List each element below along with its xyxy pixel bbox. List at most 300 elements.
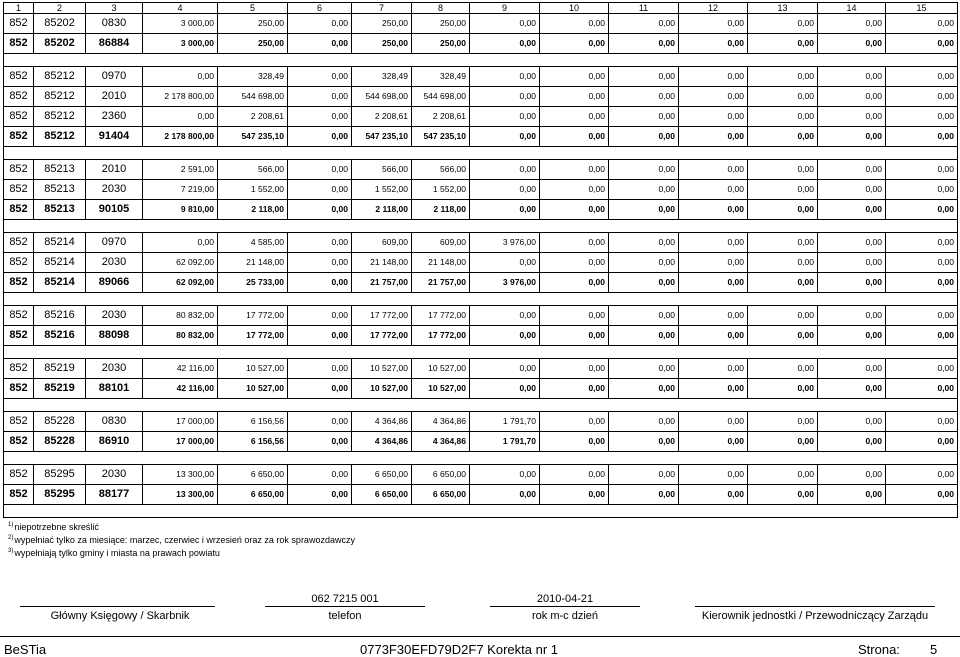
value-cell: 0,00 (540, 379, 609, 399)
value-cell: 328,49 (218, 67, 288, 87)
value-cell: 10 527,00 (412, 359, 470, 379)
footnote-text: wypełniają tylko gminy i miasta na prawach powiatu (14, 548, 220, 558)
value-cell: 250,00 (352, 34, 412, 54)
value-cell: 0,00 (679, 359, 748, 379)
paragraph-code: 88098 (86, 326, 143, 346)
value-cell: 25 733,00 (218, 273, 288, 293)
value-cell: 0,00 (886, 359, 958, 379)
footer-divider (0, 636, 960, 637)
phone-value: 062 7215 001 (311, 593, 379, 605)
section-code: 852 (4, 87, 34, 107)
chapter-code: 85202 (34, 14, 86, 34)
paragraph-code: 2010 (86, 160, 143, 180)
value-cell: 17 000,00 (143, 432, 218, 452)
spacer-cell (4, 505, 958, 518)
value-cell: 0,00 (288, 87, 352, 107)
date-label: rok m-c dzień (531, 610, 599, 622)
paragraph-code: 0970 (86, 233, 143, 253)
paragraph-code: 2360 (86, 107, 143, 127)
value-cell: 0,00 (288, 160, 352, 180)
table-row (4, 465, 958, 485)
value-cell: 0,00 (748, 14, 818, 34)
table-row (4, 87, 958, 107)
subtotal-row (4, 326, 958, 346)
table-row (4, 67, 958, 87)
value-cell: 0,00 (679, 485, 748, 505)
value-cell: 0,00 (818, 34, 886, 54)
value-cell: 0,00 (886, 14, 958, 34)
chapter-code: 85213 (34, 180, 86, 200)
header-cell: 11 (609, 3, 679, 14)
section-code: 852 (4, 379, 34, 399)
value-cell: 2 208,61 (218, 107, 288, 127)
value-cell: 0,00 (470, 14, 540, 34)
spacer-row (4, 147, 958, 160)
value-cell: 9 810,00 (143, 200, 218, 220)
paragraph-code: 90105 (86, 200, 143, 220)
value-cell: 0,00 (288, 485, 352, 505)
value-cell: 0,00 (288, 273, 352, 293)
subtotal-row (4, 273, 958, 293)
value-cell: 62 092,00 (143, 273, 218, 293)
value-cell: 62 092,00 (143, 253, 218, 273)
chapter-code: 85214 (34, 273, 86, 293)
chapter-code: 85212 (34, 127, 86, 147)
value-cell: 1 552,00 (352, 180, 412, 200)
value-cell: 0,00 (609, 67, 679, 87)
value-cell: 0,00 (886, 465, 958, 485)
header-cell: 10 (540, 3, 609, 14)
subtotal-row (4, 432, 958, 452)
value-cell: 0,00 (609, 200, 679, 220)
value-cell: 1 791,70 (470, 432, 540, 452)
phone-line (265, 606, 425, 607)
paragraph-code: 0830 (86, 14, 143, 34)
value-cell: 42 116,00 (143, 359, 218, 379)
value-cell: 328,49 (412, 67, 470, 87)
value-cell: 80 832,00 (143, 306, 218, 326)
value-cell: 80 832,00 (143, 326, 218, 346)
value-cell: 0,00 (609, 34, 679, 54)
value-cell: 0,00 (470, 180, 540, 200)
value-cell: 0,00 (470, 326, 540, 346)
value-cell: 0,00 (609, 465, 679, 485)
value-cell: 1 791,70 (470, 412, 540, 432)
paragraph-code: 91404 (86, 127, 143, 147)
section-code: 852 (4, 67, 34, 87)
value-cell: 0,00 (886, 160, 958, 180)
value-cell: 0,00 (470, 87, 540, 107)
value-cell: 0,00 (470, 160, 540, 180)
value-cell: 0,00 (470, 359, 540, 379)
value-cell: 0,00 (288, 180, 352, 200)
value-cell: 3 000,00 (143, 14, 218, 34)
spacer-cell (4, 54, 958, 67)
value-cell: 4 585,00 (218, 233, 288, 253)
header-cell: 3 (86, 3, 143, 14)
value-cell: 0,00 (748, 180, 818, 200)
section-code: 852 (4, 34, 34, 54)
value-cell: 0,00 (540, 67, 609, 87)
value-cell: 0,00 (540, 233, 609, 253)
footnote-text: niepotrzebne skreślić (14, 522, 99, 532)
value-cell: 609,00 (352, 233, 412, 253)
section-code: 852 (4, 485, 34, 505)
paragraph-code: 86884 (86, 34, 143, 54)
footer-page-label: Strona: (858, 642, 900, 657)
date-line (490, 606, 640, 607)
value-cell: 0,00 (540, 127, 609, 147)
report-table (3, 2, 958, 518)
section-code: 852 (4, 432, 34, 452)
value-cell: 544 698,00 (412, 87, 470, 107)
value-cell: 0,00 (748, 107, 818, 127)
subtotal-row (4, 379, 958, 399)
table-row (4, 233, 958, 253)
value-cell: 0,00 (886, 180, 958, 200)
header-cell: 13 (748, 3, 818, 14)
value-cell: 0,00 (818, 87, 886, 107)
value-cell: 0,00 (679, 273, 748, 293)
value-cell: 0,00 (540, 180, 609, 200)
value-cell: 0,00 (470, 306, 540, 326)
value-cell: 0,00 (679, 160, 748, 180)
section-code: 852 (4, 326, 34, 346)
value-cell: 0,00 (540, 200, 609, 220)
chapter-code: 85295 (34, 485, 86, 505)
value-cell: 0,00 (470, 379, 540, 399)
value-cell: 0,00 (818, 180, 886, 200)
value-cell: 0,00 (609, 432, 679, 452)
value-cell: 0,00 (288, 412, 352, 432)
paragraph-code: 2010 (86, 87, 143, 107)
value-cell: 0,00 (609, 107, 679, 127)
value-cell: 0,00 (748, 67, 818, 87)
value-cell: 6 156,56 (218, 432, 288, 452)
spacer-row (4, 220, 958, 233)
section-code: 852 (4, 253, 34, 273)
value-cell: 0,00 (609, 180, 679, 200)
spacer-row (4, 346, 958, 359)
value-cell: 0,00 (470, 200, 540, 220)
value-cell: 0,00 (288, 306, 352, 326)
section-code: 852 (4, 273, 34, 293)
value-cell: 0,00 (679, 200, 748, 220)
value-cell: 0,00 (886, 379, 958, 399)
section-code: 852 (4, 306, 34, 326)
value-cell: 250,00 (412, 14, 470, 34)
paragraph-code: 86910 (86, 432, 143, 452)
value-cell: 17 000,00 (143, 412, 218, 432)
value-cell: 2 118,00 (412, 200, 470, 220)
value-cell: 566,00 (218, 160, 288, 180)
value-cell: 3 976,00 (470, 233, 540, 253)
spacer-row (4, 452, 958, 465)
value-cell: 0,00 (540, 87, 609, 107)
footer-page-number: 5 (930, 642, 938, 657)
chapter-code: 85228 (34, 412, 86, 432)
value-cell: 1 552,00 (412, 180, 470, 200)
header-cell: 7 (352, 3, 412, 14)
value-cell: 0,00 (748, 160, 818, 180)
value-cell: 0,00 (818, 359, 886, 379)
paragraph-code: 88101 (86, 379, 143, 399)
value-cell: 0,00 (818, 14, 886, 34)
paragraph-code: 0830 (86, 412, 143, 432)
value-cell: 0,00 (748, 485, 818, 505)
value-cell: 0,00 (679, 14, 748, 34)
value-cell: 0,00 (609, 485, 679, 505)
value-cell: 0,00 (288, 465, 352, 485)
value-cell: 0,00 (288, 253, 352, 273)
chapter-code: 85212 (34, 67, 86, 87)
value-cell: 0,00 (143, 107, 218, 127)
value-cell: 0,00 (679, 412, 748, 432)
value-cell: 0,00 (748, 87, 818, 107)
footer-software: BeSTia (4, 642, 47, 657)
value-cell: 0,00 (540, 432, 609, 452)
phone-label: telefon (328, 610, 362, 622)
value-cell: 0,00 (679, 379, 748, 399)
value-cell: 2 118,00 (352, 200, 412, 220)
value-cell: 566,00 (412, 160, 470, 180)
value-cell: 6 650,00 (352, 485, 412, 505)
chapter-code: 85216 (34, 306, 86, 326)
table-row (4, 107, 958, 127)
chapter-code: 85212 (34, 87, 86, 107)
value-cell: 6 650,00 (412, 485, 470, 505)
table-row (4, 359, 958, 379)
value-cell: 0,00 (886, 432, 958, 452)
footnote (8, 546, 355, 559)
value-cell: 10 527,00 (218, 359, 288, 379)
header-cell: 14 (818, 3, 886, 14)
chapter-code: 85212 (34, 107, 86, 127)
value-cell: 0,00 (609, 14, 679, 34)
value-cell: 0,00 (540, 412, 609, 432)
value-cell: 0,00 (748, 127, 818, 147)
value-cell: 0,00 (609, 359, 679, 379)
value-cell: 0,00 (288, 359, 352, 379)
section-code: 852 (4, 200, 34, 220)
value-cell: 0,00 (818, 485, 886, 505)
footer-document-id: 0773F30EFD79D2F7 Korekta nr 1 (360, 642, 558, 657)
value-cell: 0,00 (818, 233, 886, 253)
value-cell: 0,00 (818, 306, 886, 326)
header-cell: 9 (470, 3, 540, 14)
value-cell: 0,00 (288, 107, 352, 127)
value-cell: 0,00 (609, 326, 679, 346)
accountant-label: Główny Księgowy / Skarbnik (50, 610, 190, 622)
section-code: 852 (4, 127, 34, 147)
section-code: 852 (4, 412, 34, 432)
value-cell: 7 219,00 (143, 180, 218, 200)
value-cell: 0,00 (748, 432, 818, 452)
chapter-code: 85295 (34, 465, 86, 485)
value-cell: 0,00 (679, 465, 748, 485)
value-cell: 0,00 (143, 233, 218, 253)
value-cell: 0,00 (886, 273, 958, 293)
value-cell: 0,00 (540, 14, 609, 34)
value-cell: 250,00 (218, 14, 288, 34)
value-cell: 0,00 (288, 67, 352, 87)
value-cell: 0,00 (818, 107, 886, 127)
value-cell: 609,00 (412, 233, 470, 253)
value-cell: 0,00 (818, 253, 886, 273)
report-table-body (4, 3, 958, 518)
section-code: 852 (4, 359, 34, 379)
value-cell: 0,00 (540, 359, 609, 379)
value-cell: 0,00 (288, 200, 352, 220)
paragraph-code: 89066 (86, 273, 143, 293)
value-cell: 0,00 (679, 326, 748, 346)
chapter-code: 85216 (34, 326, 86, 346)
value-cell: 0,00 (818, 160, 886, 180)
value-cell: 3 000,00 (143, 34, 218, 54)
value-cell: 0,00 (886, 34, 958, 54)
value-cell: 0,00 (609, 306, 679, 326)
spacer-cell (4, 346, 958, 359)
value-cell: 0,00 (288, 233, 352, 253)
chapter-code: 85213 (34, 160, 86, 180)
value-cell: 0,00 (886, 107, 958, 127)
chapter-code: 85219 (34, 359, 86, 379)
value-cell: 0,00 (886, 253, 958, 273)
spacer-cell (4, 399, 958, 412)
value-cell: 4 364,86 (412, 432, 470, 452)
manager-signature-line (695, 606, 935, 607)
value-cell: 547 235,10 (218, 127, 288, 147)
value-cell: 0,00 (748, 379, 818, 399)
value-cell: 17 772,00 (352, 326, 412, 346)
value-cell: 0,00 (470, 465, 540, 485)
value-cell: 10 527,00 (352, 359, 412, 379)
value-cell: 0,00 (818, 273, 886, 293)
value-cell: 0,00 (748, 233, 818, 253)
spacer-cell (4, 147, 958, 160)
footnote-mark: 1) (8, 522, 14, 528)
value-cell: 0,00 (748, 253, 818, 273)
value-cell: 0,00 (540, 34, 609, 54)
value-cell: 0,00 (679, 34, 748, 54)
value-cell: 0,00 (886, 200, 958, 220)
section-code: 852 (4, 465, 34, 485)
value-cell: 13 300,00 (143, 485, 218, 505)
header-cell: 1 (4, 3, 34, 14)
spacer-row (4, 293, 958, 306)
table-row (4, 14, 958, 34)
chapter-code: 85219 (34, 379, 86, 399)
value-cell: 0,00 (679, 432, 748, 452)
value-cell: 0,00 (748, 326, 818, 346)
value-cell: 0,00 (470, 253, 540, 273)
value-cell: 0,00 (288, 432, 352, 452)
footnote-text: wypełniać tylko za miesiące: marzec, czerwiec i wrzesień oraz za rok sprawozdawczy (14, 535, 355, 545)
header-cell: 4 (143, 3, 218, 14)
date-value: 2010-04-21 (536, 593, 594, 605)
chapter-code: 85214 (34, 253, 86, 273)
value-cell: 0,00 (143, 67, 218, 87)
section-code: 852 (4, 233, 34, 253)
footnote-mark: 3) (8, 548, 14, 554)
value-cell: 21 757,00 (352, 273, 412, 293)
value-cell: 250,00 (412, 34, 470, 54)
value-cell: 544 698,00 (218, 87, 288, 107)
value-cell: 0,00 (748, 273, 818, 293)
value-cell: 0,00 (470, 107, 540, 127)
value-cell: 0,00 (748, 34, 818, 54)
value-cell: 547 235,10 (412, 127, 470, 147)
section-code: 852 (4, 14, 34, 34)
table-row (4, 306, 958, 326)
value-cell: 0,00 (609, 273, 679, 293)
value-cell: 0,00 (540, 253, 609, 273)
value-cell: 10 527,00 (412, 379, 470, 399)
section-code: 852 (4, 107, 34, 127)
value-cell: 21 148,00 (218, 253, 288, 273)
header-row (4, 3, 958, 14)
value-cell: 0,00 (886, 67, 958, 87)
value-cell: 0,00 (748, 465, 818, 485)
value-cell: 0,00 (886, 233, 958, 253)
value-cell: 0,00 (288, 14, 352, 34)
header-cell: 12 (679, 3, 748, 14)
value-cell: 0,00 (470, 127, 540, 147)
header-cell: 15 (886, 3, 958, 14)
value-cell: 566,00 (352, 160, 412, 180)
footnote (8, 520, 355, 533)
value-cell: 0,00 (818, 67, 886, 87)
chapter-code: 85214 (34, 233, 86, 253)
value-cell: 0,00 (818, 412, 886, 432)
value-cell: 10 527,00 (218, 379, 288, 399)
value-cell: 0,00 (886, 326, 958, 346)
value-cell: 0,00 (748, 359, 818, 379)
value-cell: 10 527,00 (352, 379, 412, 399)
value-cell: 6 650,00 (412, 465, 470, 485)
value-cell: 2 208,61 (352, 107, 412, 127)
footnote-mark: 2) (8, 535, 14, 541)
paragraph-code: 2030 (86, 306, 143, 326)
value-cell: 0,00 (540, 485, 609, 505)
value-cell: 0,00 (886, 127, 958, 147)
value-cell: 0,00 (748, 306, 818, 326)
value-cell: 0,00 (470, 34, 540, 54)
table-row (4, 412, 958, 432)
value-cell: 0,00 (679, 180, 748, 200)
value-cell: 547 235,10 (352, 127, 412, 147)
value-cell: 6 650,00 (218, 465, 288, 485)
value-cell: 17 772,00 (412, 326, 470, 346)
value-cell: 0,00 (818, 465, 886, 485)
spacer-cell (4, 293, 958, 306)
value-cell: 0,00 (288, 326, 352, 346)
paragraph-code: 88177 (86, 485, 143, 505)
header-cell: 5 (218, 3, 288, 14)
value-cell: 0,00 (288, 34, 352, 54)
paragraph-code: 2030 (86, 359, 143, 379)
value-cell: 0,00 (609, 160, 679, 180)
subtotal-row (4, 34, 958, 54)
value-cell: 0,00 (679, 253, 748, 273)
value-cell: 0,00 (288, 379, 352, 399)
value-cell: 6 650,00 (352, 465, 412, 485)
value-cell: 0,00 (470, 67, 540, 87)
paragraph-code: 2030 (86, 253, 143, 273)
section-code: 852 (4, 180, 34, 200)
value-cell: 0,00 (540, 326, 609, 346)
paragraph-code: 2030 (86, 180, 143, 200)
